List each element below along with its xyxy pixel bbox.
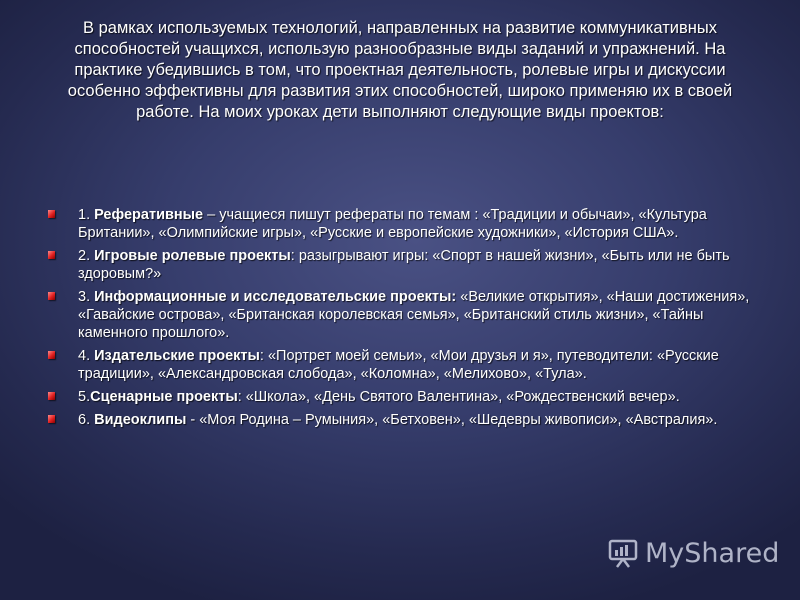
slide-intro-text: В рамках используемых технологий, направленных на развитие коммуникативных способностей учащихся, использую разнообразные виды заданий и упражнений. На практике убедившись в том, что проектная деятельность, ролевые игры и дискуссии особенно эффективны для развития этих способностей, широко применяю их в своей работе. На моих уроках дети выполняют следующие виды проектов: <box>67 19 733 121</box>
list-item <box>48 288 768 342</box>
square-bullet-icon <box>48 210 55 218</box>
presentation-board-icon <box>607 537 639 569</box>
item-number: 1. <box>78 207 95 223</box>
project-types-list <box>48 206 768 434</box>
list-item <box>48 206 768 242</box>
item-description: : разыгрывают игры: «Спорт в нашей жизни», «Быть или не быть здоровым?» <box>78 248 730 282</box>
square-bullet-icon <box>48 415 55 423</box>
myshared-watermark <box>607 533 779 573</box>
item-number: 4. <box>78 348 95 364</box>
project-kind: Сценарные проекты <box>90 389 238 405</box>
project-kind: Информационные и исследовательские проекты: <box>94 289 457 305</box>
item-description: : «Школа», «День Святого Валентина», «Рождественский вечер». <box>237 389 680 405</box>
list-item <box>48 388 768 406</box>
list-item <box>48 411 768 429</box>
item-number: 2. <box>78 248 95 264</box>
project-kind: Издательские проекты <box>94 348 260 364</box>
square-bullet-icon <box>48 292 55 300</box>
item-number: 3. <box>78 289 95 305</box>
item-description: - «Моя Родина – Румыния», «Бетховен», «Шедевры живописи», «Австралия». <box>186 412 718 428</box>
square-bullet-icon <box>48 392 55 400</box>
item-description: – учащиеся пишут рефераты по темам : «Традиции и обычаи», «Культура Британии», «Олимпийские игры», «Русские и европейские художники», «История США». <box>78 207 707 241</box>
watermark-text: MyShared <box>645 537 780 569</box>
project-kind: Реферативные <box>94 207 204 223</box>
project-kind: Видеоклипы <box>94 412 187 428</box>
square-bullet-icon <box>48 351 55 359</box>
list-item <box>48 247 768 283</box>
item-number: 6. <box>78 412 95 428</box>
item-description: : «Портрет моей семьи», «Мои друзья и я», путеводители: «Русские традиции», «Александровская слобода», «Коломна», «Мелихово», «Тула». <box>78 348 719 382</box>
list-item <box>48 347 768 383</box>
square-bullet-icon <box>48 251 55 259</box>
project-kind: Игровые ролевые проекты <box>94 248 291 264</box>
item-number: 5. <box>78 389 91 405</box>
item-description: «Великие открытия», «Наши достижения», «Гавайские острова», «Британская королевская семья», «Британский стиль жизни», «Тайны каменного прошлого». <box>78 289 750 341</box>
